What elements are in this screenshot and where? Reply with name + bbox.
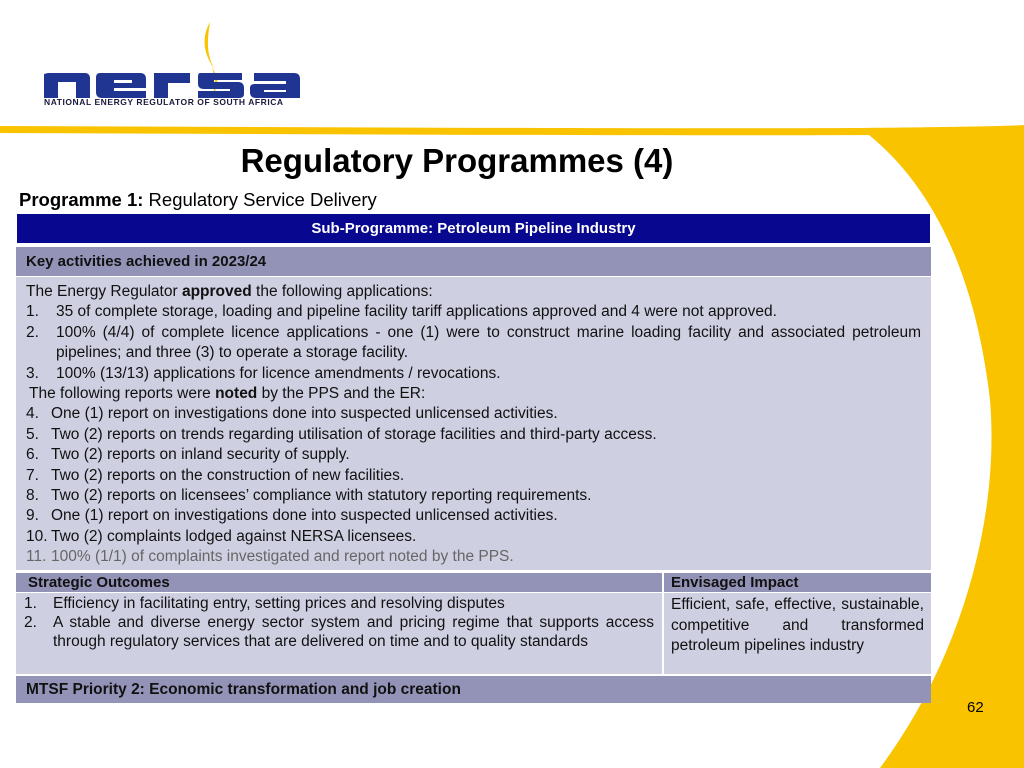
list-text: One (1) report on investigations done into suspected unlicensed activities.	[51, 507, 558, 525]
strategic-outcomes-cell	[16, 593, 662, 674]
mtsf-priority: MTSF Priority 2: Economic transformation and job creation	[16, 676, 931, 703]
key-activities-body	[16, 277, 931, 570]
list-text: Two (2) reports on licensees’ compliance with statutory reporting requirements.	[51, 487, 592, 505]
list-number: 5.	[26, 425, 39, 443]
list-text: Two (2) complaints lodged against NERSA licensees.	[51, 527, 417, 545]
noted-keyword: noted	[215, 385, 258, 403]
list-item	[26, 547, 921, 567]
list-text: 100% (1/1) of complaints investigated and report noted by the PPS.	[51, 548, 514, 566]
list-item	[26, 486, 921, 506]
logo-flame-icon	[205, 22, 215, 70]
list-number: 7.	[26, 466, 39, 484]
list-number: 11.	[26, 548, 47, 566]
approved-intro-end: the following applications:	[251, 283, 433, 300]
list-number: 1.	[24, 595, 37, 612]
page-number: 62	[967, 699, 984, 716]
noted-intro-end: by the PPS and the ER:	[257, 385, 426, 403]
list-item	[24, 613, 654, 651]
list-text: Two (2) reports on the construction of new facilities.	[51, 466, 405, 484]
approved-intro-text: The Energy Regulator	[26, 283, 182, 300]
list-text: 100% (4/4) of complete licence applications - one (1) were to construct marine loading facility and associated petroleum pipelines; and three (3) to operate a storage facility.	[56, 323, 921, 362]
list-item	[26, 506, 921, 526]
programme-line	[19, 189, 377, 211]
noted-intro-text: The following reports were	[29, 385, 216, 403]
list-number: 2.	[26, 323, 39, 341]
list-text: Efficiency in facilitating entry, setting prices and resolving disputes	[53, 595, 505, 612]
list-number: 2.	[24, 614, 37, 631]
list-text: Two (2) reports on inland security of supply.	[51, 446, 350, 464]
list-number: 9.	[26, 507, 39, 525]
list-item	[26, 527, 921, 547]
key-activities-heading: Key activities achieved in 2023/24	[16, 247, 931, 276]
list-item	[26, 404, 921, 424]
list-number: 3.	[26, 364, 39, 382]
list-text: 100% (13/13) applications for licence amendments / revocations.	[56, 364, 501, 382]
list-number: 1.	[26, 303, 39, 321]
list-text: One (1) report on investigations done into suspected unlicensed activities.	[51, 405, 558, 423]
list-item	[24, 594, 654, 613]
logo-subtitle: NATIONAL ENERGY REGULATOR OF SOUTH AFRICA	[44, 97, 284, 107]
list-text: Two (2) reports on trends regarding utilisation of storage facilities and third-party access.	[51, 425, 657, 443]
noted-intro	[26, 384, 921, 404]
list-item	[26, 302, 921, 322]
page-title: Regulatory Programmes (4)	[240, 142, 674, 179]
programme-label: Programme 1:	[19, 189, 144, 210]
list-number: 10.	[26, 527, 48, 545]
list-number: 8.	[26, 487, 39, 505]
approved-keyword: approved	[181, 283, 252, 300]
envisaged-impact-cell: Efficient, safe, effective, sustainable, competitive and transformed petroleum pipelines industry	[664, 593, 931, 674]
programme-name: Regulatory Service Delivery	[148, 189, 377, 210]
list-item	[26, 364, 921, 384]
list-text: 35 of complete storage, loading and pipeline facility tariff applications approved and 4 were not approved.	[56, 303, 777, 321]
list-number: 4.	[26, 405, 39, 423]
approved-intro	[26, 282, 921, 302]
list-text: A stable and diverse energy sector system and pricing regime that supports access through regulatory services that are delivered on time and to quality standards	[53, 614, 654, 650]
envisaged-impact-heading: Envisaged Impact	[664, 573, 931, 592]
list-item	[26, 466, 921, 486]
strategic-outcomes-heading: Strategic Outcomes	[16, 573, 662, 592]
list-number: 6.	[26, 446, 39, 464]
list-item	[26, 445, 921, 465]
subprogramme-header: Sub-Programme: Petroleum Pipeline Industry	[16, 213, 931, 244]
list-item	[26, 323, 921, 364]
gold-band	[0, 126, 900, 135]
list-item	[26, 425, 921, 445]
